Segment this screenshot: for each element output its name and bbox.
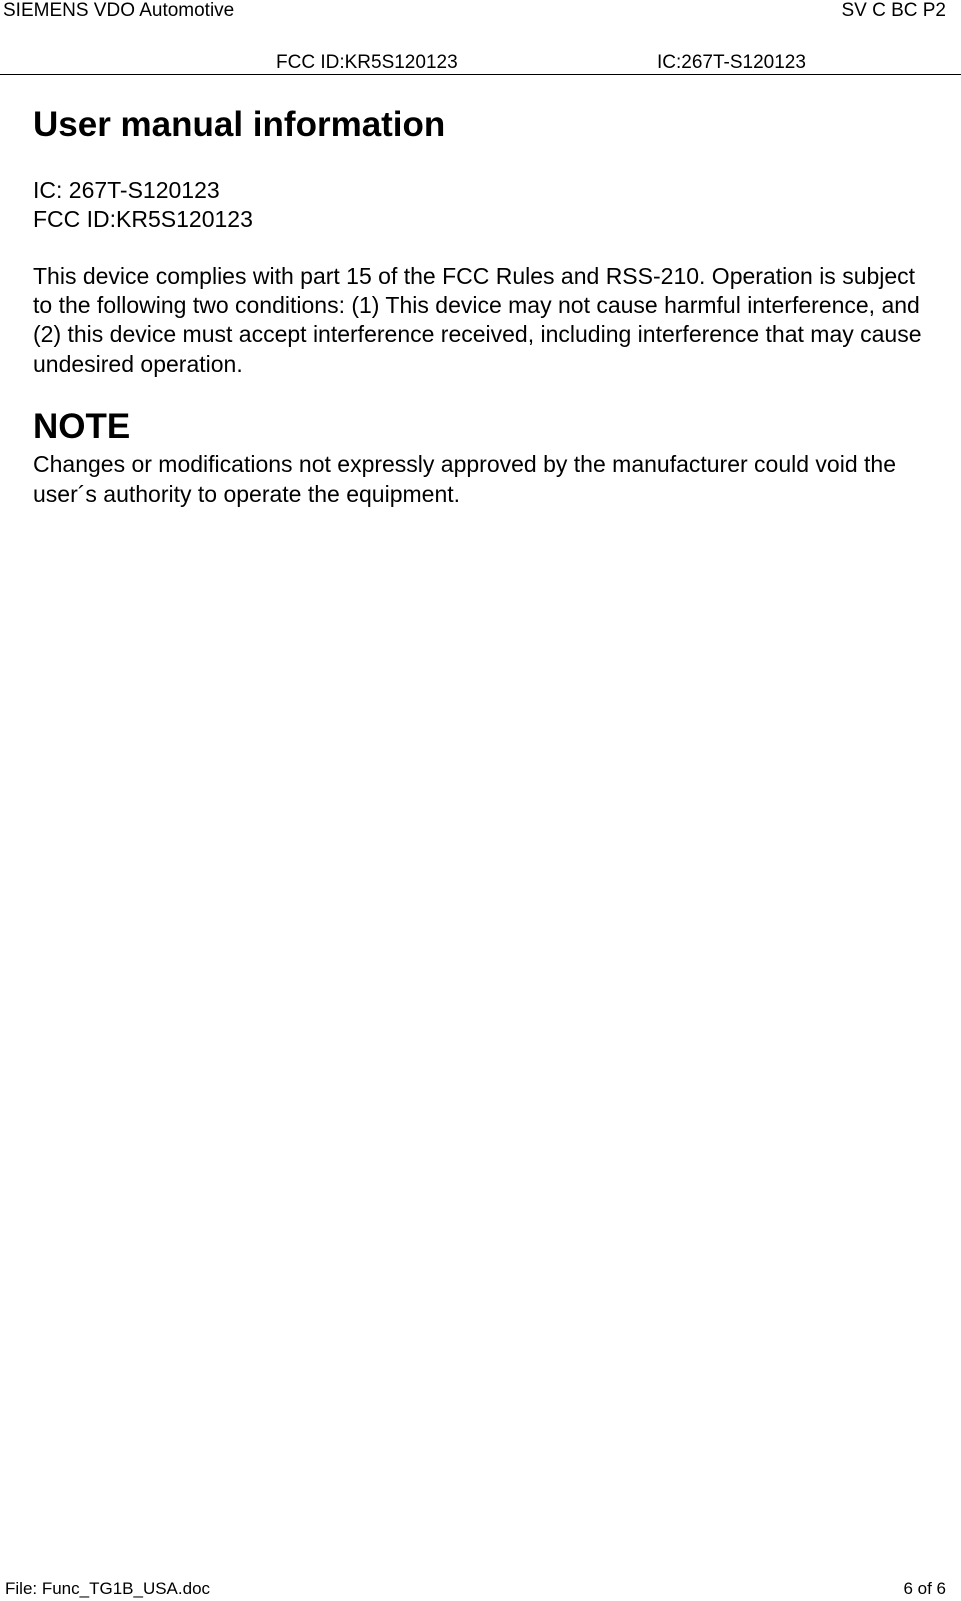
document-title: User manual information: [33, 105, 446, 144]
footer-file-name: File: Func_TG1B_USA.doc: [5, 1579, 211, 1598]
ic-id-line: IC: 267T-S120123: [33, 177, 220, 203]
footer-page-number: 6 of 6: [903, 1579, 946, 1598]
fcc-id-line: FCC ID:KR5S120123: [33, 206, 253, 232]
page-footer: [0, 1578, 961, 1601]
compliance-statement: This device complies with part 15 of the FCC Rules and RSS-210. Operation is subject to the following two conditions: (1) This device may not cause harmful interference, and (2) this device must accept interference received, including interference that may cause undesired operation.: [33, 263, 922, 377]
header-fcc-id: FCC ID:KR5S120123: [276, 52, 458, 73]
header-ic-id: IC:267T-S120123: [657, 52, 806, 73]
note-text: Changes or modifications not expressly approved by the manufacturer could void the user´s authority to operate the equipment.: [33, 451, 896, 507]
header-company: SIEMENS VDO Automotive: [3, 0, 235, 21]
header-divider: [0, 74, 961, 75]
page-header: [0, 0, 961, 76]
header-department: SV C BC P2: [841, 0, 946, 21]
note-heading: NOTE: [33, 407, 131, 446]
